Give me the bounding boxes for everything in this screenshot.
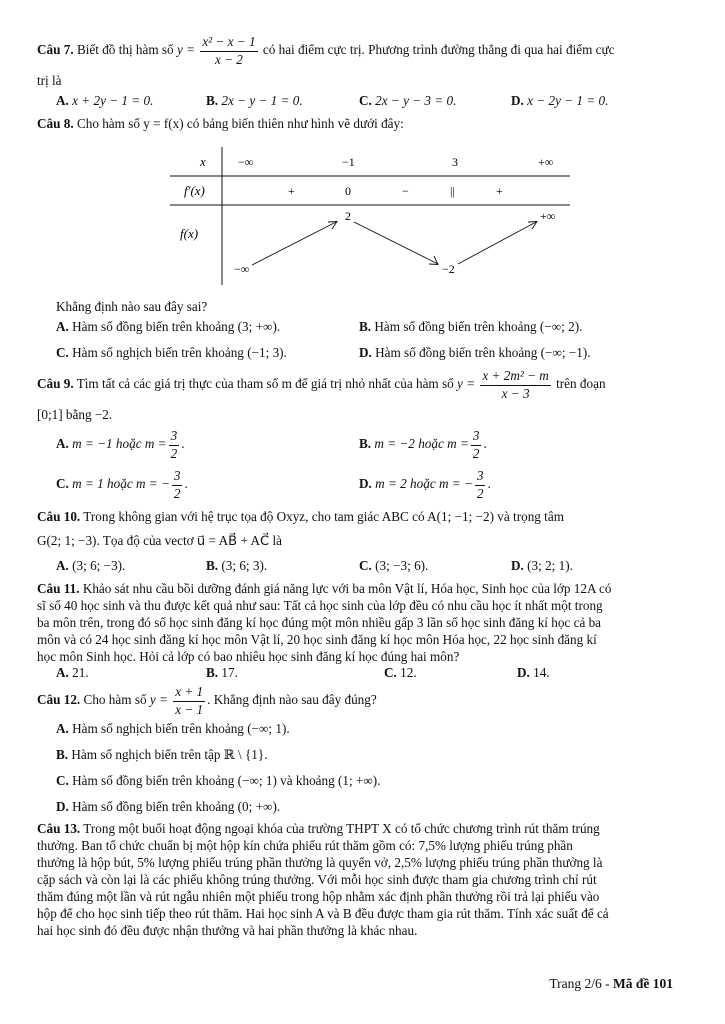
q7-option-c[interactable]: C. 2x − y − 3 = 0. [359,93,457,108]
x-value-minus-1: −1 [342,155,355,169]
x-value-3: 3 [452,155,458,169]
q8-prompt: Khẳng định nào sau đây sai? [56,299,208,314]
q9-option-b[interactable]: B. m = −2 hoặc m = $\frac{3}{2}$ . [359,428,487,461]
f-value-neg-inf: −∞ [234,262,250,276]
q10-text-b: G(2; 1; −3). Tọa độ của vectơ u⃗ = AB⃗ + AC⃗ là [37,533,282,548]
q8-option-b[interactable]: B. Hàm số đồng biến trên khoảng (−∞; 2). [359,319,583,334]
f-value-minus-2: −2 [442,262,455,276]
footer-exam-code: Mã đề 101 [613,976,673,991]
variation-table [170,147,570,285]
page-footer [549,975,673,993]
q10-option-a[interactable]: A. (3; 6; −3). [56,558,126,573]
q7-text-b: có hai điểm cực trị. Phương trình đường thẳng đi qua hai điểm cực [262,42,615,58]
q7-fraction [200,34,257,68]
x-value-pos-inf: +∞ [538,155,554,169]
sign-plus-1: + [288,184,295,198]
q9-option-c[interactable]: C. m = 1 hoặc m = − $\frac{3}{2}$ . [56,468,188,501]
q7-label: Câu 7. [37,42,74,58]
q9-text-c: [0;1] bằng −2. [37,407,113,422]
q9-text-a: Tìm tất cả các giá trị thực của tham số m để giá trị nhỏ nhất của hàm số [76,376,454,392]
q9-fraction: $\frac{\text{x + 2m² − m}}{x - 3}$ [482,368,549,401]
variation-arrows [252,222,537,266]
q12-label: Câu 12. [37,692,81,708]
q7-text-c: trị là [37,73,62,88]
question-11: Câu 11. Khảo sát nhu cầu bồi dưỡng đánh giá năng lực với ba môn Vật lí, Hóa học, Sinh học của lớp 12A có sĩ số 40 học sinh và thu được kết quả như sau: Tất cả học sinh của lớp đều có nhu cầu học ít nhất một trong ba môn trên, trong đó số học sinh đăng kí học đúng một môn nhiều gấp 3 lần số học sinh đăng kí học cả ba môn và có 24 học sinh đăng kí học môn Vật lí, 20 học sinh đăng kí học môn Hóa học, 22 học sinh đăng kí học môn Sinh học. Hỏi cả lớp có bao nhiêu học sinh đăng kí học đúng hai môn? [37,581,612,664]
f-value-pos-inf: +∞ [540,209,556,223]
sign-minus: − [402,184,409,198]
x-value-neg-inf: −∞ [238,155,254,169]
q8-text: Cho hàm số y = f(x) có bảng biến thiên như hình vẽ dưới đây: [76,116,404,131]
q10-label: Câu 10. [37,509,81,524]
question-12: Câu 12. Cho hàm số y = $\frac{x + 1}{x - 1}$ . Khẳng định nào sau đây đúng? [37,684,377,717]
q7-frac-num: x² − x − 1 [200,34,257,52]
sign-zero: 0 [345,184,351,198]
q7-y-eq: y = [176,42,196,58]
q10-option-b[interactable]: B. (3; 6; 3). [206,558,268,573]
question-13: Câu 13. Trong một buổi hoạt động ngoại khóa của trường THPT X có tổ chức chương trình rút thăm trúng thưởng. Ban tổ chức chuẩn bị một hộp kín chứa phiếu rút thăm gồm có: 7,5% lượng phiếu trúng phần thưởng là hộp bút, 5% lượng phiếu trúng phần thưởng là quyển vở, 2,5% lượng phiếu trúng phần thưởng là cặp sách và còn lại là các phiếu không trúng thưởng. Với mỗi học sinh được tham gia chương trình chỉ rút thăm đúng một lần và rút ngẫu nhiên một phiếu trong hộp nhằm xác định phần thưởng rồi trả lại phiếu vào hộp để cho học sinh tiếp theo rút thăm. Hai học sinh A và B đều được tham gia rút thăm. Tính xác suất để cả hai học sinh đó đều được nhận thưởng và hai phần thưởng là khác nhau. [37,821,609,938]
q8-option-a[interactable]: A. Hàm số đồng biến trên khoảng (3; +∞). [56,319,281,334]
q9-label: Câu 9. [37,376,74,392]
row-label-f: f(x) [180,226,199,241]
sign-double-bar: || [450,184,455,198]
q7-frac-den: x − 2 [214,51,243,67]
q12-option-d[interactable]: D. Hàm số đồng biến trên khoảng (0; +∞). [56,799,281,814]
q8-option-c[interactable]: C. Hàm số nghịch biến trên khoảng (−1; 3). [56,345,287,360]
q9-option-a[interactable]: A. m = −1 hoặc m = $\frac{3}{2}$ . [56,428,185,461]
q8-label: Câu 8. [37,116,74,131]
q10-text-a: Trong không gian với hệ trục tọa độ Oxyz, cho tam giác ABC có A(1; −1; −2) và trọng tâm [83,509,564,524]
sign-plus-2: + [496,184,503,198]
q13-label: Câu 13. [37,821,81,836]
q9-option-d[interactable]: D. m = 2 hoặc m = − $\frac{3}{2}$ . [359,468,491,501]
q11-option-d[interactable]: D. 14. [517,665,550,680]
q12-option-a[interactable]: A. Hàm số nghịch biến trên khoảng (−∞; 1). [56,721,290,736]
q7-option-d[interactable]: D. x − 2y − 1 = 0. [511,93,609,108]
question-10 [37,508,564,525]
q12-option-b[interactable]: B. Hàm số nghịch biến trên tập ℝ \ {1}. [56,747,268,762]
q10-option-c[interactable]: C. (3; −3; 6). [359,558,429,573]
question-7 [37,34,677,89]
f-value-2: 2 [345,209,351,223]
q7-text-a: Biết đồ thị hàm số [76,42,174,58]
question-8 [37,115,404,132]
footer-page-number: Trang 2/6 - [549,976,613,991]
q11-label: Câu 11. [37,581,80,596]
q7-option-b[interactable]: B. 2x − y − 1 = 0. [206,93,303,108]
q12-option-c[interactable]: C. Hàm số đồng biến trên khoảng (−∞; 1) và khoảng (1; +∞). [56,773,381,788]
row-label-fprime: f′(x) [184,183,205,198]
q11-option-a[interactable]: A. 21. [56,665,89,680]
question-9: Câu 9. Tìm tất cả các giá trị thực của tham số m để giá trị nhỏ nhất của hàm số y = $\frac{\text{x + 2m² − m}}{x - 3}$ trên đoạn [37,368,606,401]
q8-option-d[interactable]: D. Hàm số đồng biến trên khoảng (−∞; −1). [359,345,591,360]
row-label-x: x [200,154,206,169]
q7-option-a[interactable]: A. x + 2y − 1 = 0. [56,93,154,108]
q10-option-d[interactable]: D. (3; 2; 1). [511,558,573,573]
q11-option-b[interactable]: B. 17. [206,665,238,680]
q11-option-c[interactable]: C. 12. [384,665,417,680]
q12-fraction: $\frac{x + 1}{x - 1}$ [175,684,204,717]
